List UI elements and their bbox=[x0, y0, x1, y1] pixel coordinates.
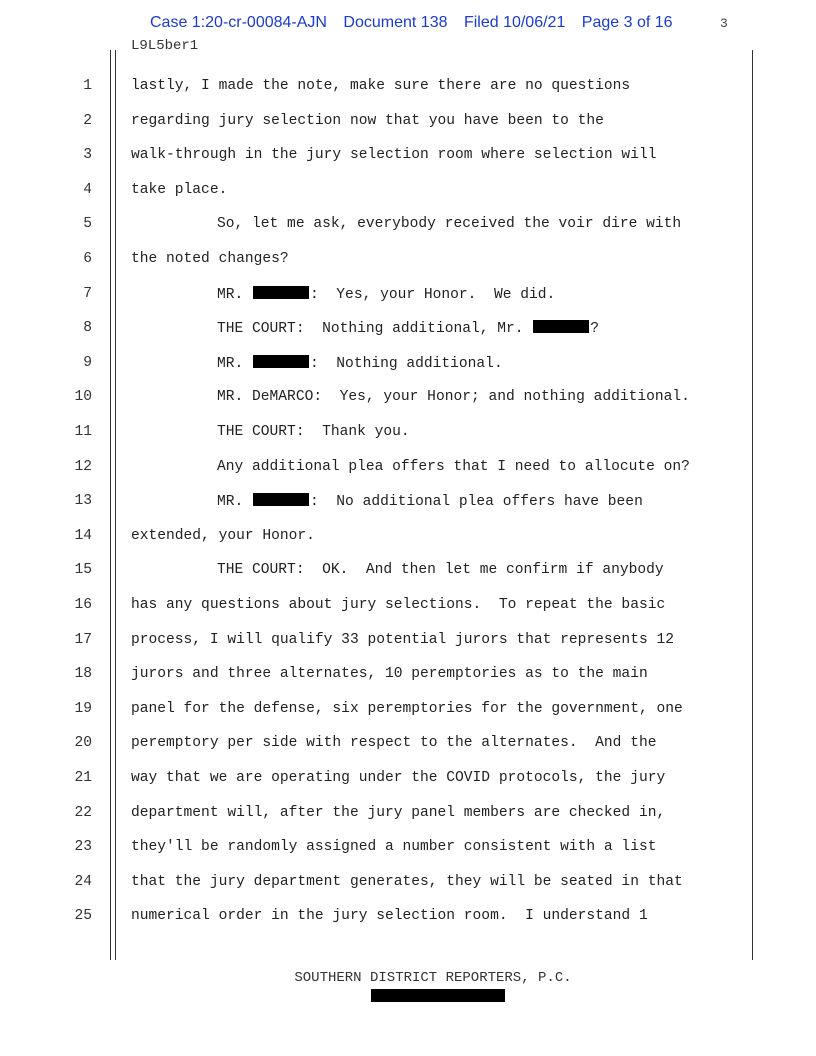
line-text bbox=[217, 493, 643, 510]
transcript-line bbox=[0, 666, 816, 701]
line-text-segment: that the jury department generates, they will be seated in that bbox=[131, 873, 683, 890]
line-text bbox=[217, 389, 690, 405]
transcript-line bbox=[0, 770, 816, 805]
transcript-line bbox=[0, 528, 816, 563]
line-text-segment: the noted changes? bbox=[131, 251, 289, 267]
line-text-segment: department will, after the jury panel members are checked in, bbox=[131, 804, 666, 821]
line-text-segment: process, I will qualify 33 potential jurors that represents 12 bbox=[131, 631, 674, 648]
line-text-segment: they'll be randomly assigned a number consistent with a list bbox=[131, 839, 657, 856]
line-text-segment: Any additional plea offers that I need to allocute on? bbox=[217, 458, 690, 475]
transcript-line bbox=[0, 459, 816, 494]
line-number: 24 bbox=[74, 873, 92, 890]
footer-redaction bbox=[371, 989, 505, 1002]
line-text-segment: THE COURT: Thank you. bbox=[217, 424, 410, 440]
line-number: 2 bbox=[83, 112, 92, 129]
line-text bbox=[131, 113, 604, 129]
line-text-segment: THE COURT: Nothing additional, Mr. bbox=[217, 321, 533, 338]
line-number: 25 bbox=[74, 908, 92, 925]
transcript-line bbox=[0, 113, 816, 148]
line-number: 18 bbox=[74, 666, 92, 683]
line-number: 14 bbox=[74, 527, 92, 544]
transcript-line bbox=[0, 147, 816, 182]
case-number: Case 1:20-cr-00084-AJN bbox=[150, 14, 327, 31]
line-text-segment: extended, your Honor. bbox=[131, 527, 315, 544]
line-number: 6 bbox=[83, 251, 92, 267]
line-number: 4 bbox=[83, 181, 92, 198]
line-text bbox=[131, 147, 656, 163]
redaction-block bbox=[533, 320, 589, 333]
transcript-line bbox=[0, 597, 816, 632]
line-text-segment: So, let me ask, everybody received the voir dire with bbox=[217, 216, 682, 233]
line-text bbox=[131, 805, 665, 821]
line-text-segment: : No additional plea offers have been bbox=[310, 494, 643, 511]
line-number: 11 bbox=[74, 424, 92, 440]
line-text bbox=[131, 908, 648, 924]
line-number: 3 bbox=[83, 147, 92, 164]
line-text-segment: panel for the defense, six peremptories for the government, one bbox=[131, 700, 683, 717]
line-text bbox=[131, 839, 656, 855]
line-number: 10 bbox=[74, 389, 92, 406]
transcript-line bbox=[0, 286, 816, 321]
page-number: 3 bbox=[720, 16, 728, 31]
line-number: 21 bbox=[74, 770, 92, 786]
line-text-segment: take place. bbox=[131, 181, 228, 198]
redaction-block bbox=[253, 355, 309, 368]
line-text-segment: THE COURT: OK. And then let me confirm if anybody bbox=[217, 562, 664, 579]
line-text-segment: numerical order in the jury selection room. I understand 1 bbox=[131, 908, 648, 925]
document-number: Document 138 bbox=[343, 14, 448, 31]
transcript-code: L9L5ber1 bbox=[131, 38, 199, 54]
transcript-line bbox=[0, 632, 816, 667]
line-text bbox=[131, 78, 630, 94]
line-text bbox=[131, 701, 683, 717]
line-text-segment: : Yes, your Honor. We did. bbox=[310, 286, 556, 303]
line-number: 7 bbox=[83, 285, 92, 302]
line-number: 19 bbox=[74, 700, 92, 717]
line-number: 22 bbox=[74, 804, 92, 821]
line-number: 17 bbox=[74, 631, 92, 648]
transcript-line bbox=[0, 355, 816, 390]
line-number: 1 bbox=[83, 78, 92, 94]
redaction-block bbox=[253, 286, 309, 299]
transcript-line bbox=[0, 735, 816, 770]
line-text bbox=[131, 528, 315, 544]
transcript-line bbox=[0, 805, 816, 840]
line-number: 16 bbox=[74, 597, 92, 613]
transcript-line bbox=[0, 424, 816, 459]
line-text-segment: MR. DeMARCO: Yes, your Honor; and nothing additional. bbox=[217, 389, 690, 406]
line-text bbox=[217, 459, 690, 475]
transcript-line bbox=[0, 839, 816, 874]
line-text-segment: ? bbox=[590, 321, 600, 338]
line-number: 20 bbox=[74, 735, 92, 752]
line-number: 13 bbox=[74, 493, 92, 510]
line-text bbox=[131, 770, 665, 786]
line-text bbox=[217, 355, 503, 372]
line-text bbox=[131, 632, 674, 648]
line-text-segment: jurors and three alternates, 10 peremptories as to the main bbox=[131, 666, 648, 683]
line-text-segment: : Nothing additional. bbox=[310, 355, 503, 372]
transcript-line bbox=[0, 182, 816, 217]
case-header bbox=[150, 14, 685, 32]
line-text bbox=[131, 597, 665, 613]
line-text bbox=[131, 251, 289, 267]
line-text-segment: lastly, I made the note, make sure there are no questions bbox=[131, 78, 631, 94]
redaction-block bbox=[253, 493, 309, 506]
transcript-line bbox=[0, 389, 816, 424]
line-number: 15 bbox=[74, 562, 92, 579]
page-indicator: Page 3 of 16 bbox=[581, 14, 673, 31]
line-text-segment: MR. bbox=[217, 286, 253, 303]
line-text bbox=[217, 216, 681, 232]
transcript-line bbox=[0, 562, 816, 597]
line-text-segment: has any questions about jury selections. To repeat the basic bbox=[131, 597, 666, 613]
line-text-segment: regarding jury selection now that you have been to the bbox=[131, 112, 604, 129]
transcript-line bbox=[0, 320, 816, 355]
line-text bbox=[217, 562, 664, 578]
line-number: 12 bbox=[74, 458, 92, 475]
filed-date: Filed 10/06/21 bbox=[463, 14, 566, 31]
line-text bbox=[131, 874, 683, 890]
line-text bbox=[217, 320, 599, 337]
line-text bbox=[217, 424, 410, 440]
line-text-segment: peremptory per side with respect to the alternates. And the bbox=[131, 735, 657, 752]
transcript-line bbox=[0, 701, 816, 736]
transcript-line bbox=[0, 78, 816, 113]
line-text bbox=[217, 286, 555, 303]
line-number: 5 bbox=[83, 216, 92, 233]
line-text-segment: MR. bbox=[217, 355, 253, 372]
transcript-line bbox=[0, 874, 816, 909]
line-text bbox=[131, 182, 227, 198]
line-text bbox=[131, 735, 656, 751]
line-text bbox=[131, 666, 648, 682]
reporter-footer: SOUTHERN DISTRICT REPORTERS, P.C. bbox=[294, 970, 572, 986]
line-text-segment: walk-through in the jury selection room where selection will bbox=[131, 147, 657, 164]
line-number: 23 bbox=[74, 839, 92, 856]
line-text-segment: way that we are operating under the COVID protocols, the jury bbox=[131, 770, 666, 786]
line-number: 8 bbox=[83, 320, 92, 337]
transcript-line bbox=[0, 251, 816, 286]
transcript-line bbox=[0, 493, 816, 528]
transcript-line bbox=[0, 908, 816, 943]
transcript-line bbox=[0, 216, 816, 251]
line-text-segment: MR. bbox=[217, 494, 253, 511]
line-number: 9 bbox=[83, 354, 92, 371]
